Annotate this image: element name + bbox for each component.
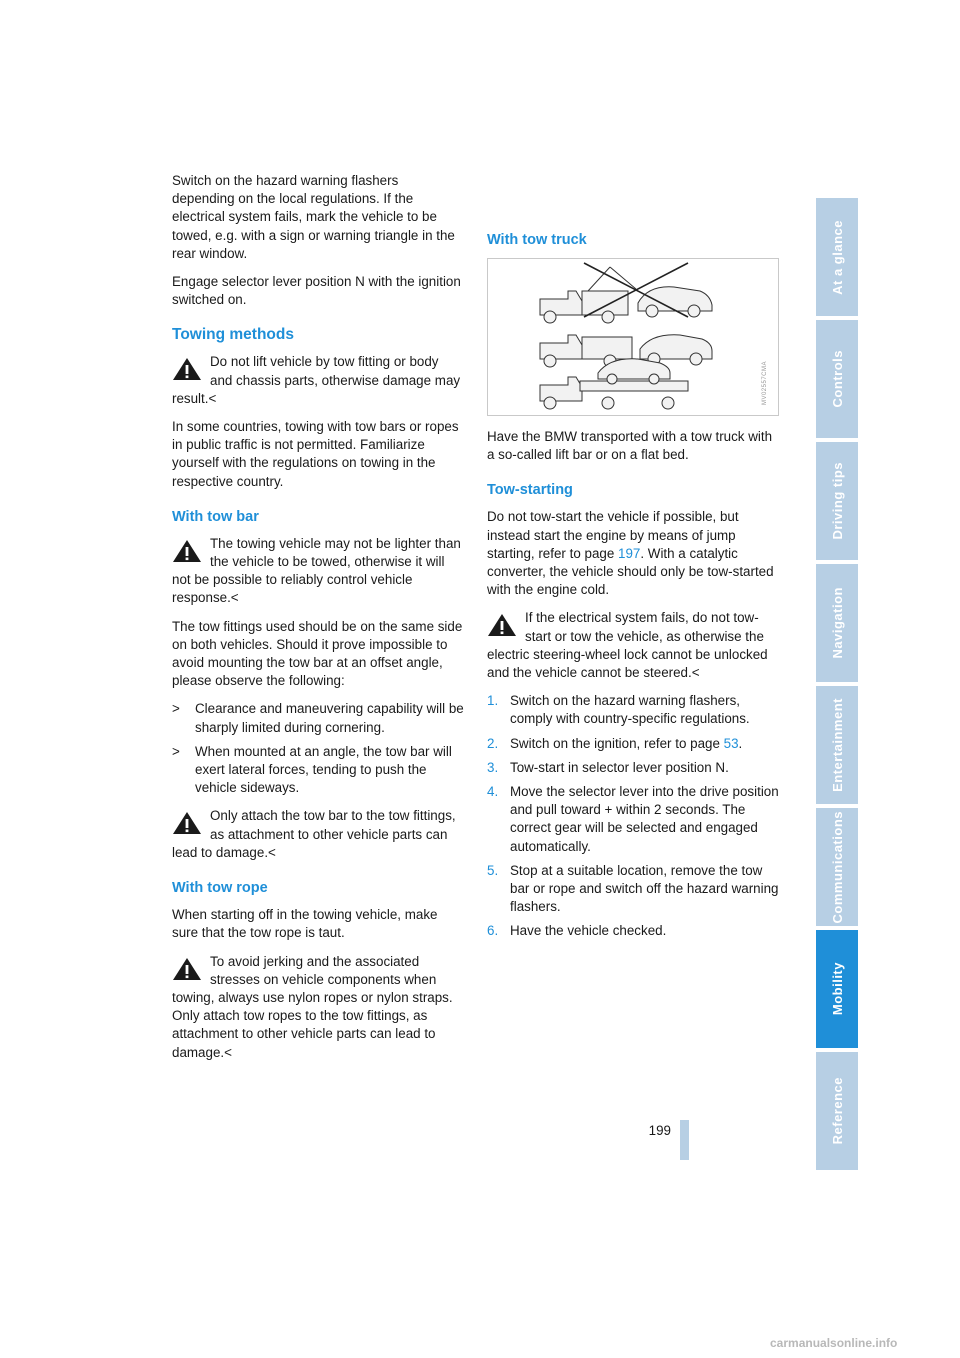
page-number-bar [680,1120,689,1160]
step-item: 2. Switch on the ignition, refer to page 53. [487,735,743,751]
list-item: > When mounted at an angle, the tow bar will exert lateral forces, tending to push the vehicle sideways. [172,743,452,796]
warning-block [172,953,464,1062]
warning-triangle-icon [172,357,202,381]
warning-text: The towing vehicle may not be lighter than the vehicle to be towed, otherwise it will not be possible to reliably control vehicle response.< [172,535,461,606]
tab-at-a-glance[interactable]: At a glance [816,198,858,316]
warning-block [487,609,779,682]
tow-rope-paragraph: When starting off in the towing vehicle, make sure that the tow rope is taut. [172,907,438,941]
warning-text: If the electrical system fails, do not tow-start or tow the vehicle, as otherwise the electric steering-wheel lock cannot be unlocked and the vehicle cannot be steered.< [487,610,768,681]
selector-paragraph: Engage selector lever position N with the ignition switched on. [172,274,461,308]
right-column [487,172,779,947]
tow-truck-paragraph: Have the BMW transported with a tow truck with a so-called lift bar or on a flat bed. [487,429,773,463]
tow-bar-heading: With tow bar [172,508,259,525]
tab-navigation[interactable]: Navigation [816,564,858,682]
warning-text: Do not lift vehicle by tow fitting or body and chassis parts, otherwise damage may result.< [172,354,461,406]
footer-watermark: carmanualsonline.info [770,1336,898,1350]
warning-text: Only attach the tow bar to the tow fittings, as attachment to other vehicle parts can lead to damage.< [172,808,456,860]
step-item: 4. Move the selector lever into the drive position and pull toward + within 2 seconds. The correct gear will be selected and engaged automatically. [487,784,779,854]
tow-truck-heading: With tow truck [487,232,587,248]
regulations-paragraph: In some countries, towing with tow bars or ropes in public traffic is not permitted. Familiarize yourself with the regulations on towing in the respective country. [172,419,459,489]
tab-entertainment[interactable]: Entertainment [816,686,858,804]
step-item: 6. Have the vehicle checked. [487,923,667,939]
tab-controls[interactable]: Controls [816,320,858,438]
page-number: 199 [648,1123,671,1138]
tow-rope-heading: With tow rope [172,880,268,897]
tab-communications[interactable]: Communications [816,808,858,926]
warning-block [172,807,464,862]
tow-truck-illustration [487,258,779,416]
tab-reference[interactable]: Reference [816,1052,858,1170]
step-item: 3. Tow-start in selector lever position N. [487,759,729,775]
tab-mobility[interactable]: Mobility [816,930,858,1048]
warning-block [172,353,464,408]
tow-truck-drawing [488,259,778,415]
tow-fittings-paragraph: The tow fittings used should be on the same side on both vehicles. Should it prove impossible to avoid mounting the tow bar at an offset angle, please observe the following: [172,618,463,689]
page-link-197[interactable]: 197 [618,545,641,561]
list-item: > Clearance and maneuvering capability will be sharply limited during cornering. [172,701,464,735]
section-tabs [816,198,858,1174]
towing-methods-heading: Towing methods [172,326,294,344]
warning-text: To avoid jerking and the associated stresses on vehicle components when towing, always use nylon ropes or nylon straps. Only attach tow ropes to the tow fittings, as attachment to other vehicle parts can lead to damage.< [172,953,453,1060]
left-column [172,172,464,1072]
step-item: 5. Stop at a suitable location, remove the tow bar or rope and switch off the hazard warning flashers. [487,862,779,915]
hazard-paragraph: Switch on the hazard warning flashers depending on the local regulations. If the electrical system fails, mark the vehicle to be towed, e.g. with a sign or warning triangle in the rear window. [172,173,455,261]
warning-triangle-icon [172,957,202,981]
tow-bar-bullets [172,700,464,797]
warning-block [172,535,464,608]
tab-driving-tips[interactable]: Driving tips [816,442,858,560]
warning-triangle-icon [487,613,517,637]
tow-starting-heading: Tow-starting [487,482,573,499]
warning-triangle-icon [172,539,202,563]
page-link-53[interactable]: 53 [723,735,739,751]
step-item: 1. Switch on the hazard warning flashers, comply with country-specific regulations. [487,693,750,727]
figure-code: MV02557CMA [761,360,768,405]
tow-start-steps [487,692,779,940]
warning-triangle-icon [172,811,202,835]
tow-starting-paragraph: Do not tow-start the vehicle if possible, but instead start the engine by means of jump starting, refer to page 197. With a catalytic converter, the vehicle should only be tow-started with the engine cold. [487,509,774,598]
